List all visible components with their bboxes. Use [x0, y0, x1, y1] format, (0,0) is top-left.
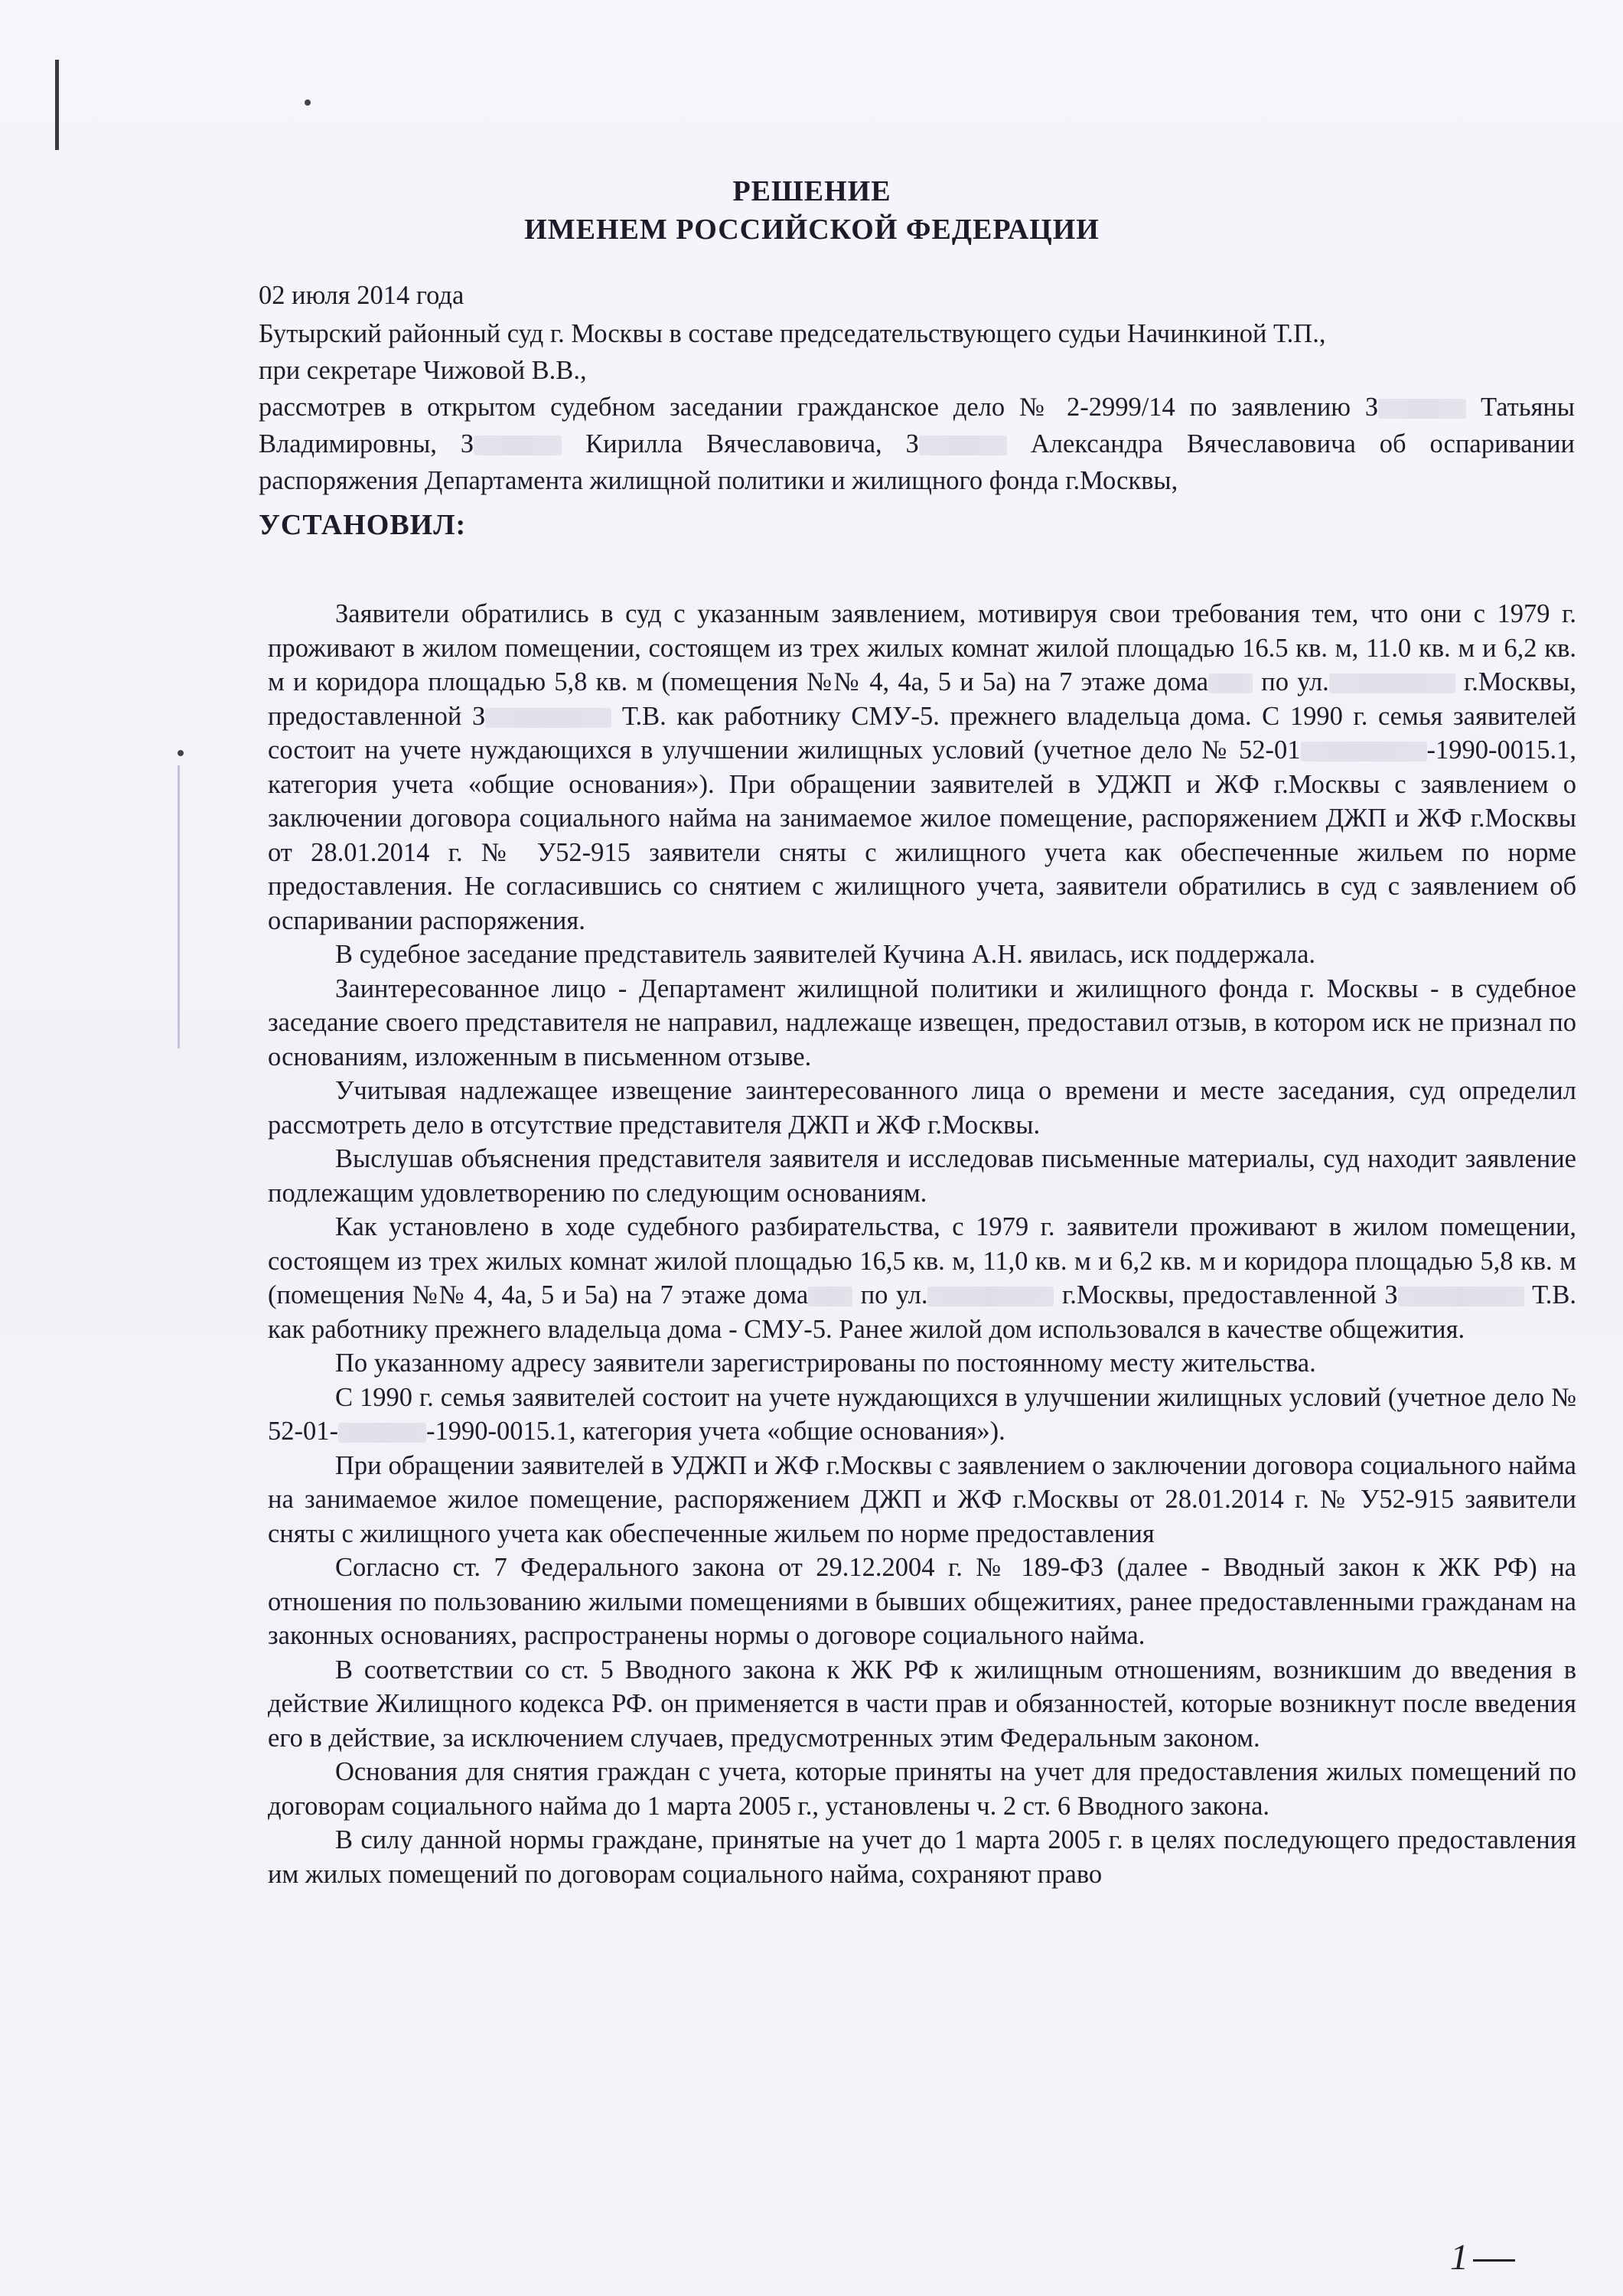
case-description [259, 389, 1575, 499]
paragraph: В соответствии со ст. 5 Вводного закона к ЖК РФ к жилищным отношениям, возникшим до введения в действие Жилищного кодекса РФ. он применяется в части прав и обязанностей, которые возникнут после введения его в действие, за исключением случаев, предусмотренных этим Федеральным законом. [268, 1655, 1576, 1753]
paragraph-text: по ул. [1253, 667, 1329, 696]
paragraph-text: г.Москвы, предоставленной З [1054, 1280, 1398, 1309]
paragraph: Выслушав объяснения представителя заявителя и исследовав письменные материалы, суд находит заявление подлежащим удовлетворению по следующим основаниям. [268, 1144, 1576, 1208]
decision-date: 02 июля 2014 года [259, 281, 464, 310]
decision-body [268, 597, 1576, 1891]
redacted-street [1329, 673, 1455, 693]
scan-speck [305, 99, 311, 106]
document-subtitle: ИМЕНЕМ РОССИЙСКОЙ ФЕДЕРАЦИИ [524, 214, 1100, 246]
case-text: Кирилла Вячеславовича, З [562, 429, 919, 458]
paragraph [268, 1381, 1576, 1449]
page-number: 1 [1450, 2237, 1468, 2278]
case-text: Александра Вячеславовича об оспаривании распоряжения Департамента жилищной политики и жилищного фонда г.Москвы, [259, 429, 1575, 495]
paragraph [268, 1210, 1576, 1346]
redacted-surname [474, 435, 562, 455]
scan-margin-mark [55, 60, 59, 150]
page-number-underline [1473, 2259, 1515, 2262]
decision-intro [259, 277, 1575, 545]
paragraph: Основания для снятия граждан с учета, которые приняты на учет для предоставления жилых помещений по договорам социального найма до 1 марта 2005 г., установлены ч. 2 ст. 6 Вводного закона. [268, 1757, 1576, 1821]
redacted-house-number [1208, 673, 1253, 693]
paragraph: Заинтересованное лицо - Департамент жилищной политики и жилищного фонда г. Москвы - в судебное заседание своего представителя не направил, надлежаще извещен, предоставил отзыв, в котором иск не признал по основаниям, изложенным в письменном отзыве. [268, 974, 1576, 1071]
redacted-street [927, 1287, 1054, 1306]
paragraph-text: -1990-0015.1, категория учета «общие основания»). [425, 1417, 1005, 1446]
redacted-case-number [1301, 742, 1427, 762]
scan-fold-line [178, 765, 180, 1049]
paragraph: При обращении заявителей в УДЖП и ЖФ г.Москвы с заявлением о заключении договора социального найма на занимаемое жилое помещение, распоряжением ДЖП и ЖФ г.Москвы от 28.01.2014 г. № У52-915 заявители сняты с жилищного учета как обеспеченные жильем по норме предоставления [268, 1450, 1576, 1548]
redacted-case-number [338, 1423, 426, 1443]
redacted-house-number [808, 1287, 852, 1306]
paragraph: Согласно ст. 7 Федерального закона от 29.12.2004 г. № 189-ФЗ (далее - Вводный закон к ЖК РФ) на отношения по пользованию жилыми помещениями в бывших общежитиях, ранее предоставленными гражданам на законных основаниях, распространены нормы о договоре социального найма. [268, 1553, 1576, 1650]
paragraph-text: Т.В. как работнику прежнего владельца дома - СМУ-5. Ранее жилой дом использовался в качестве общежития. [268, 1280, 1576, 1344]
paragraph: В силу данной нормы граждане, принятые на учет до 1 марта 2005 г. в целях последующего предоставления им жилых помещений по договорам социального найма, сохраняют право [268, 1825, 1576, 1889]
paragraph: Учитывая надлежащее извещение заинтересованного лица о времени и месте заседания, суд определил рассмотреть дело в отсутствие представителя ДЖП и ЖФ г.Москвы. [268, 1076, 1576, 1140]
paragraph: В судебное заседание представитель заявителей Кучина А.Н. явилась, иск поддержала. [335, 940, 1316, 969]
redacted-surname [919, 435, 1007, 455]
paragraph-text: г.Москвы, предоставленной З [268, 667, 1576, 731]
scan-speck [178, 750, 184, 756]
redacted-surname [1398, 1287, 1524, 1306]
paragraph-text: Как установлено в ходе судебного разбирательства, с 1979 г. заявители проживают в жилом помещении, состоящем из трех жилых комнат жилой площадью 16,5 кв. м, 11,0 кв. м и 6,2 кв. м и коридора площадью 5,8 кв. м (помещения №№ 4, 4а, 5 и 5а) на 7 этаже дома [268, 1212, 1576, 1309]
case-text: Татьяны Владимировны, З [259, 393, 1575, 458]
paragraph [268, 597, 1576, 938]
redacted-surname [485, 708, 611, 728]
paragraph-text: -1990-0015.1, категория учета «общие основания»). При обращении заявителей в УДЖП и ЖФ г.Москвы с заявлением о заключении договора социального найма на занимаемое жилое помещение, распоряжением ДЖП и ЖФ г.Москвы от 28.01.2014 г. № У52-915 заявители сняты с жилищного учета как обеспеченные жильем по норме предоставления. Не согласившись со снятием с жилищного учета, заявители обратились в суд с заявлением об оспаривании распоряжения. [268, 735, 1576, 935]
paragraph: По указанному адресу заявители зарегистрированы по постоянному месту жительства. [335, 1349, 1316, 1378]
court-secretary: при секретаре Чижовой В.В., [259, 356, 587, 385]
section-heading-established: УСТАНОВИЛ: [259, 509, 467, 541]
redacted-surname [1378, 399, 1466, 419]
document-header [153, 172, 1471, 249]
document-title: РЕШЕНИЕ [732, 175, 891, 207]
paragraph-text: Т.В. как работнику СМУ-5. прежнего владельца дома. С 1990 г. семья заявителей состоит на учете нуждающихся в улучшении жилищных условий (учетное дело № 52-01 [268, 701, 1576, 765]
paragraph-text: Заявители обратились в суд с указанным заявлением, мотивируя свои требования тем, что они с 1979 г. проживают в жилом помещении, состоящем из трех жилых комнат жилой площадью 16.5 кв. м, 11.0 кв. м и 6,2 кв. м и коридора площадью 5,8 кв. м (помещения №№ 4, 4а, 5 и 5а) на 7 этаже дома [268, 599, 1576, 696]
court-composition: Бутырский районный суд г. Москвы в составе председательствующего судьи Начинкиной Т.П., [259, 319, 1326, 348]
paragraph-text: по ул. [852, 1280, 928, 1309]
case-text: рассмотрев в открытом судебном заседании гражданское дело № 2-2999/14 по заявлению З [259, 393, 1379, 422]
paragraph-text: С 1990 г. семья заявителей состоит на учете нуждающихся в улучшении жилищных условий (учетное дело № 52-01- [268, 1382, 1576, 1446]
